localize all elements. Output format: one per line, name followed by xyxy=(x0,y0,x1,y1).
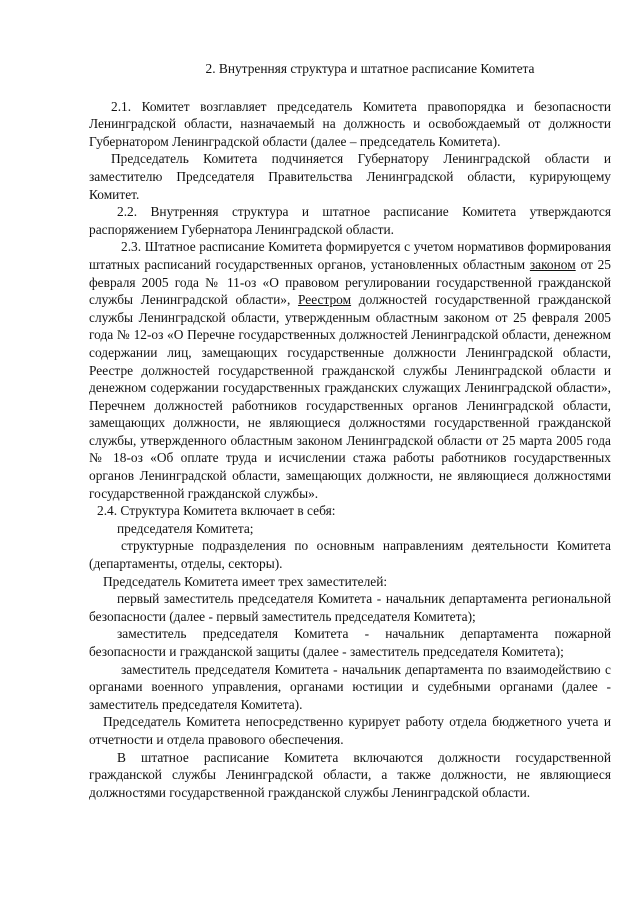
paragraph-2-2: 2.2. Внутренняя структура и штатное расписание Комитета утверждаются распоряжением Губернатора Ленинградской области. xyxy=(89,204,611,237)
list-item-deputy-military: заместитель председателя Комитета - начальник департамента по взаимодействию с органами военного управления, органами юстиции и судебными органами (далее - заместитель председателя Комитета). xyxy=(89,661,611,712)
paragraph-chairman-supervision: Председатель Комитета непосредственно курирует работу отдела бюджетного учета и отчетности и отдела правового обеспечения. xyxy=(89,714,611,747)
registry-link[interactable]: Реестром xyxy=(298,292,352,308)
paragraph-2-4: 2.4. Структура Комитета включает в себя: xyxy=(97,503,336,519)
section-heading: 2. Внутренняя структура и штатное расписание Комитета xyxy=(205,61,535,76)
law-link[interactable]: законом xyxy=(529,256,576,272)
paragraph-staff-positions: В штатное расписание Комитета включаются должности государственной гражданской службы Ленинградской области, а также должности, не являющиеся должностями государственной гражданской службы Ленинградской области. xyxy=(89,749,611,800)
paragraph-2-3-text-c: должностей государственной гражданской службы Ленинградской области, утвержденным областным законом от 25 февраля 2005 года № 12-оз «О Перечне государственных должностей Ленинградской области, денежном содержании лиц, замещающих государственные должности Ленинградской области, Реестре должностей государственной гражданской службы Ленинградской области и денежном содержании государственных гражданских служащих Ленинградской области», Перечнем должностей работников государственных органов Ленинградской области, замещающих должности, не являющиеся должностями государственной гражданской службы, утвержденного областным законом Ленинградской области от 25 марта 2005 года № 18-оз «Об оплате труда и исчислении стажа работы работников государственных органов Ленинградской области, замещающих должности, не являющиеся должностями государственной гражданской службы». xyxy=(89,292,611,501)
paragraph-chairman-subordination: Председатель Комитета подчиняется Губернатору Ленинградской области и заместителю Председателя Правительства Ленинградской области, курирующему Комитет. xyxy=(89,151,611,202)
paragraph-2-3-text-b: от 25 февраля 2005 года № 11-оз «О правовом регулировании государственной гражданской службы Ленинградской области», xyxy=(89,256,611,308)
list-item-first-deputy: первый заместитель председателя Комитета - начальник департамента региональной безопасности (далее - первый заместитель председателя Комитета); xyxy=(89,591,611,624)
list-item-structural-units: структурные подразделения по основным направлениям деятельности Комитета (департаменты, отделы, секторы). xyxy=(89,538,611,572)
paragraph-2-1: 2.1. Комитет возглавляет председатель Комитета правопорядка и безопасности Ленинградской области, назначаемый на должность и освобождаемый от должности Губернатором Ленинградской области (далее – председатель Комитета). xyxy=(89,98,611,149)
paragraph-deputies-intro: Председатель Комитета имеет трех заместителей: xyxy=(103,573,388,589)
list-item-deputy-fire-safety: заместитель председателя Комитета - начальник департамента пожарной безопасности и гражданской защиты (далее - заместитель председателя Комитета); xyxy=(89,626,611,659)
list-item-chairman: председателя Комитета; xyxy=(117,520,254,536)
paragraph-2-3-text-a: 2.3. Штатное расписание Комитета формируется с учетом нормативов формирования штатных расписаний государственных органов, установленных областным xyxy=(89,239,611,272)
document-page xyxy=(89,60,611,801)
paragraph-2-3 xyxy=(89,238,611,502)
